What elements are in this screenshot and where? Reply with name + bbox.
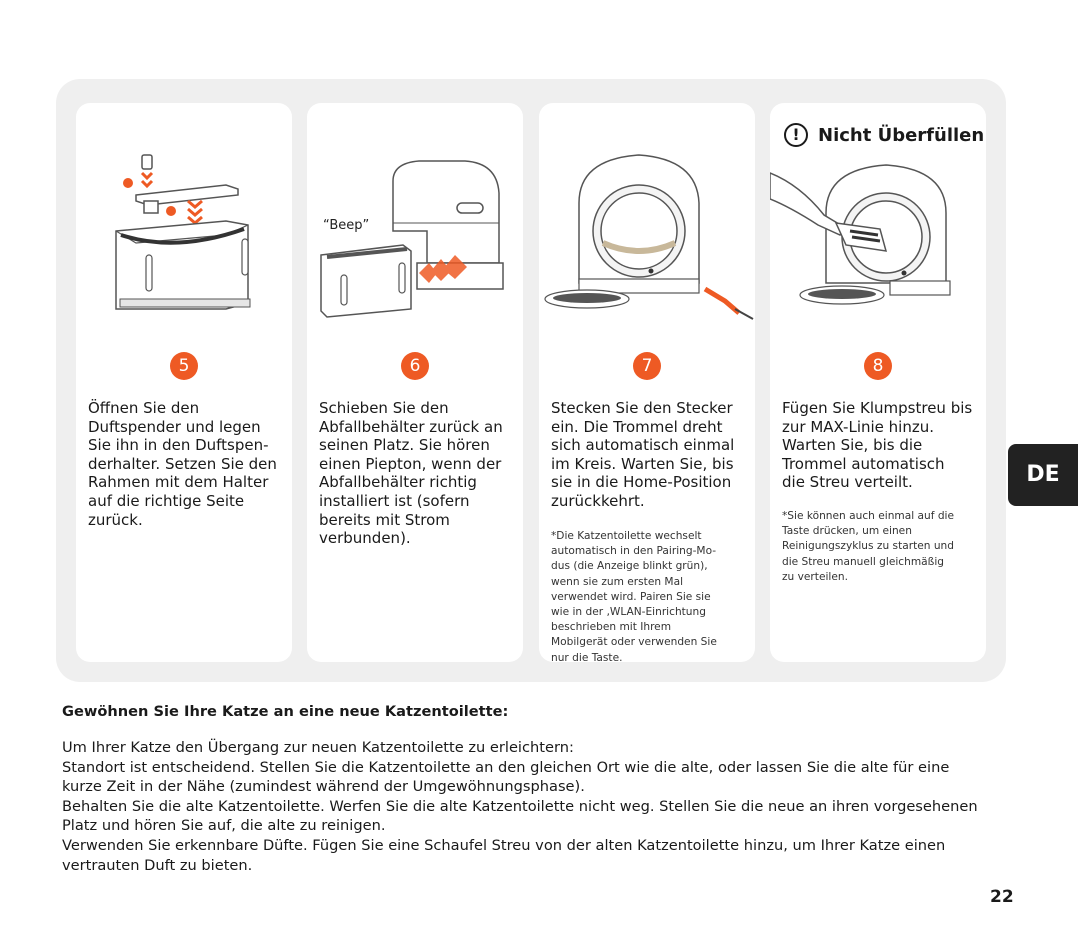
section-body: Um Ihrer Katze den Übergang zur neuen Katzentoilette zu erleichtern: Standort ist entscheidend. Stellen Sie die Katzentoilette an den gleichen Ort wie die alte, oder lassen Sie die alte für eine kurze Zeit in der Nähe (zumindest während der Umgewöhnungsphase). Behalten Sie die alte Katzentoilette. Werfen Sie die alte Katzentoilette nicht weg. Stellen Sie die neue an ihren vorgesehenen Platz und hören Sie auf, die alte zu reinigen. Verwenden Sie erkennbare Düfte. Fügen Sie eine Schaufel Streu von der alten Katzentoilette hinzu, um Ihrer Katze einen vertrauten Duft zu bieten.	[62, 739, 978, 874]
step-note: *Die Katzentoilette wechselt automatisch in den Pairing-Mo- dus (die Anzeige blinkt grün), wenn sie zum ersten Mal verwendet wird. Pairen Sie sie wie in der ‚WLAN-Einrichtung beschrieben mit Ihrem Mobilgerät oder verwenden Sie nur die Taste.	[551, 530, 717, 664]
step-number: 7	[633, 352, 661, 380]
step-text: Schieben Sie den Abfallbehälter zurück an seinen Platz. Sie hören einen Piepton, wenn der Abfallbehälter richtig installiert ist (sofern bereits mit Strom verbunden).	[319, 399, 503, 548]
warning-title: Nicht Überfüllen	[818, 124, 985, 146]
step-number: 5	[170, 352, 198, 380]
waste-bin-illustration	[307, 103, 523, 343]
language-tab: DE	[1008, 444, 1078, 506]
step-card-5	[76, 103, 292, 662]
overfill-warning	[784, 120, 984, 150]
step-text: Öffnen Sie den Duftspender und legen Sie ihn in den Duftspen- derhalter. Setzen Sie den Rahmen mit dem Halter auf die richtige Seite zurück.	[88, 399, 277, 529]
step-number: 6	[401, 352, 429, 380]
step-card-6	[307, 103, 523, 662]
section-title: Gewöhnen Sie Ihre Katze an eine neue Katzentoilette:	[62, 703, 509, 720]
step-card-8	[770, 103, 986, 662]
step-card-7	[539, 103, 755, 662]
page-number: 22	[990, 887, 1014, 907]
beep-label: “Beep”	[323, 218, 370, 233]
plug-in-illustration	[539, 103, 755, 343]
step-number: 8	[864, 352, 892, 380]
step-text: Stecken Sie den Stecker ein. Die Trommel dreht sich automatisch einmal im Kreis. Warten Sie, bis sie in die Home-Position zurückkehrt.	[551, 399, 735, 510]
scent-dispenser-illustration	[76, 103, 292, 343]
exclamation-icon: !	[784, 123, 808, 147]
step-note: *Sie können auch einmal auf die Taste drücken, um einen Reinigungszyklus zu starten und die Streu manuell gleichmäßig zu verteilen.	[782, 510, 955, 583]
step-text: Fügen Sie Klumpstreu bis zur MAX-Linie hinzu. Warten Sie, bis die Trommel automatisch die Streu verteilt.	[782, 399, 973, 492]
